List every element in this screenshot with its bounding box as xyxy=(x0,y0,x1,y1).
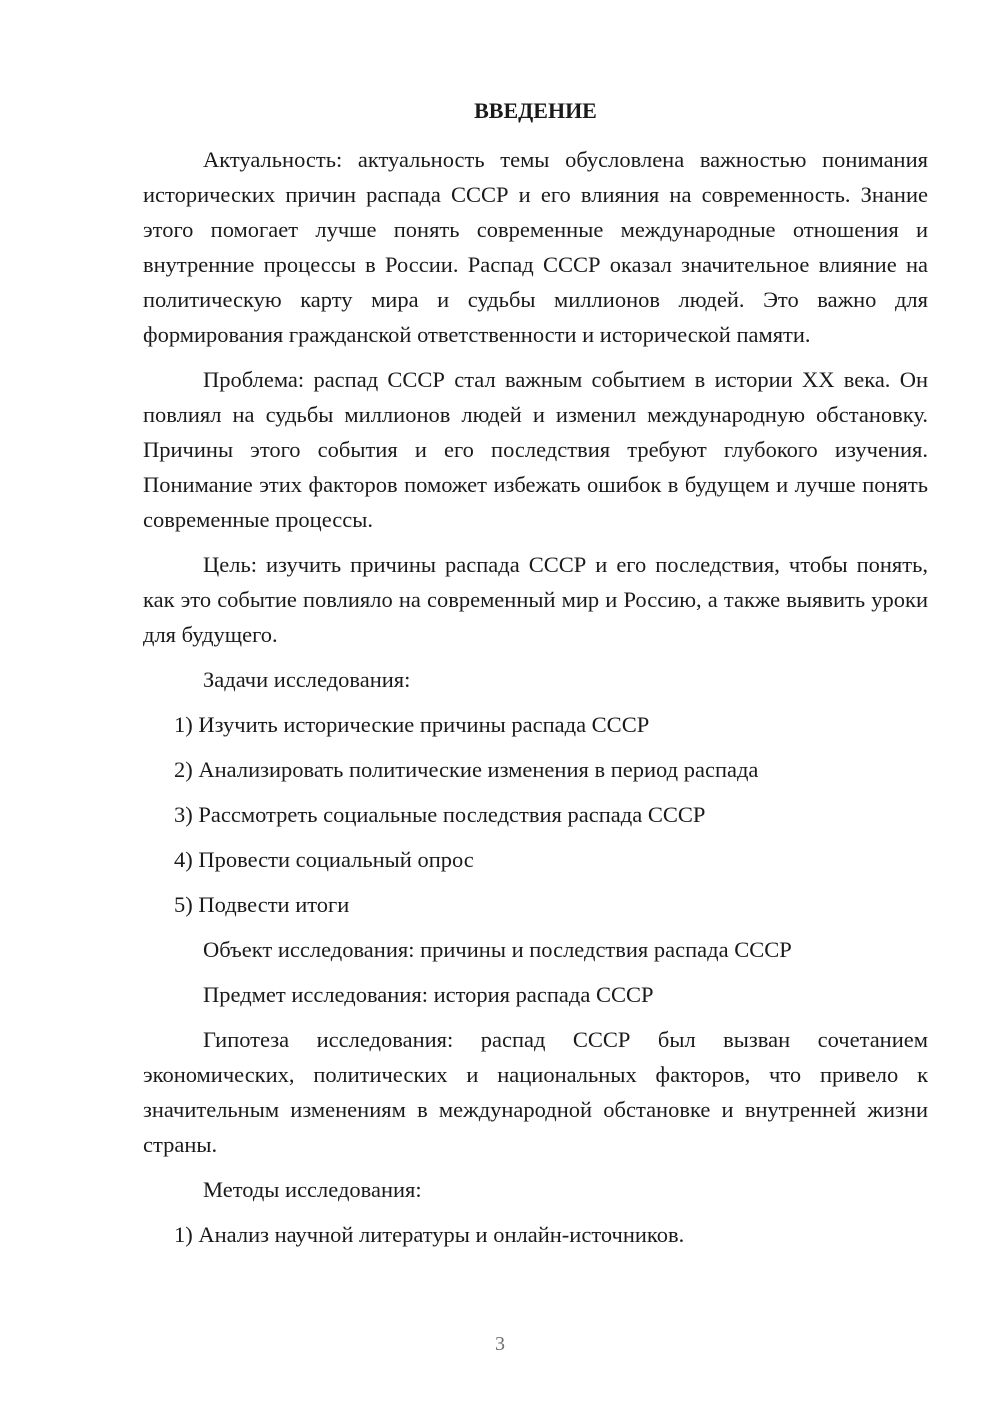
page-number: 3 xyxy=(495,1333,505,1355)
relevance-paragraph: Актуальность: актуальность темы обусловлена важностью понимания исторических причин распада СССР и его влияния на современность. Знание этого помогает лучше понять современные международные отношения и внутренние процессы в России. Распад СССР оказал значительное влияние на политическую карту мира и судьбы миллионов людей. Это важно для формирования гражданской ответственности и исторической памяти. xyxy=(143,147,928,347)
problem-paragraph: Проблема: распад СССР стал важным событием в истории XX века. Он повлиял на судьбы миллионов людей и изменил международную обстановку. Причины этого события и его последствия требуют глубокого изучения. Понимание этих факторов поможет избежать ошибок в будущем и лучше понять современные процессы. xyxy=(143,367,928,532)
methods-list xyxy=(143,1217,928,1252)
page-title: ВВЕДЕНИЕ xyxy=(474,98,597,123)
methods-heading: Методы исследования: xyxy=(203,1177,422,1202)
task-item: 4) Провести социальный опрос xyxy=(174,847,474,872)
goal-paragraph: Цель: изучить причины распада СССР и его последствия, чтобы понять, как это событие повлияло на современный мир и Россию, а также выявить уроки для будущего. xyxy=(143,552,928,647)
hypothesis-paragraph: Гипотеза исследования: распад СССР был вызван сочетанием экономических, политических и национальных факторов, что привело к значительным изменениям в международной обстановке и внутренней жизни страны. xyxy=(143,1027,928,1157)
method-item: 1) Анализ научной литературы и онлайн-источников. xyxy=(174,1222,685,1247)
tasks-heading: Задачи исследования: xyxy=(203,667,411,692)
research-object: Объект исследования: причины и последствия распада СССР xyxy=(203,937,792,962)
research-subject: Предмет исследования: история распада СССР xyxy=(203,982,654,1007)
task-item: 5) Подвести итоги xyxy=(174,892,350,917)
task-item: 1) Изучить исторические причины распада СССР xyxy=(174,712,650,737)
tasks-list xyxy=(143,707,928,922)
page-content xyxy=(143,94,928,1262)
task-item: 2) Анализировать политические изменения в период распада xyxy=(174,757,759,782)
task-item: 3) Рассмотреть социальные последствия распада СССР xyxy=(174,802,706,827)
